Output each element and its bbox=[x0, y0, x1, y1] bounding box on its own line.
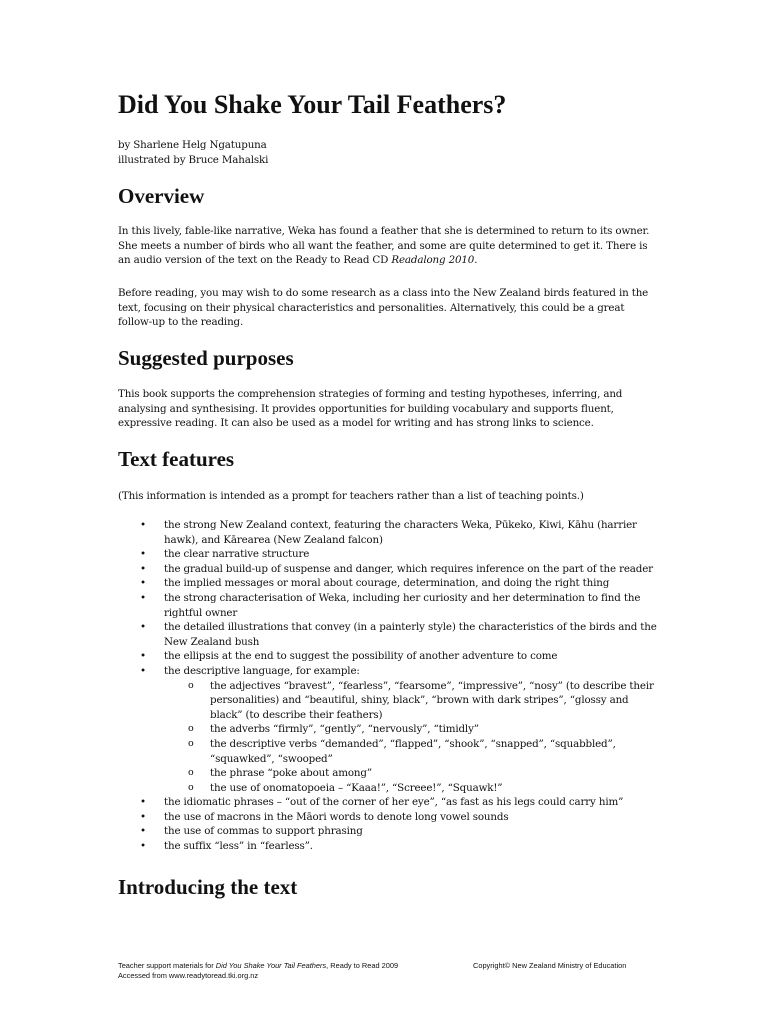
list-item: • the use of commas to support phrasing bbox=[140, 825, 363, 838]
list-item: • the idiomatic phrases – “out of the corner of her eye”, “as fast as his legs could carry him” bbox=[140, 796, 624, 809]
byline bbox=[118, 138, 268, 167]
sub-list-item: o the use of onomatopoeia – “Kaaa!”, “Screee!”, “Squawk!” bbox=[188, 781, 503, 794]
list-item: • the use of macrons in the Māori words to denote long vowel sounds bbox=[140, 810, 509, 823]
sub-bullet-icon: o bbox=[188, 723, 194, 735]
overview-heading: Overview bbox=[118, 184, 205, 208]
bullet-icon: • bbox=[140, 577, 146, 590]
sub-bullet-icon: o bbox=[188, 737, 194, 749]
bullet-icon: • bbox=[140, 591, 146, 604]
footer-copyright: Copyright© New Zealand Ministry of Education bbox=[473, 961, 627, 970]
list-item: • the suffix “less” in “fearless”. bbox=[140, 840, 313, 853]
sub-bullet-icon: o bbox=[188, 679, 194, 691]
sub-list-item: o the adjectives “bravest”, “fearless”, “fearsome”, “impressive”, “nosy” (to describe their personalities) and “beautiful, shiny, black”, “brown with dark stripes”, “glossy and black” (to describe their feathers) bbox=[188, 679, 654, 721]
bullet-icon: • bbox=[140, 825, 146, 838]
list-item: • the gradual build-up of suspense and danger, which requires inference on the part of the reader bbox=[140, 562, 653, 575]
overview-p1-text: In this lively, fable-like narrative, Weka has found a feather that she is determined to return to its owner. She meets a number of birds who all want the feather, and some are quite determined to get it. There is an audio version of the text on the Ready to Read CD bbox=[118, 225, 650, 267]
footer-line-2: Accessed from www.readytoread.tki.org.nz bbox=[118, 971, 259, 980]
bullet-icon: • bbox=[140, 548, 146, 561]
illustrator-line: illustrated by Bruce Mahalski bbox=[118, 153, 269, 166]
list-item: • the strong characterisation of Weka, including her curiosity and her determination to find the rightful owner bbox=[140, 591, 641, 619]
text-features-list bbox=[118, 518, 658, 854]
footer-line-1: Teacher support materials for Did You Shake Your Tail Feathers, Ready to Read 2009 bbox=[118, 961, 399, 970]
author-line: by Sharlene Helg Ngatupuna bbox=[118, 139, 267, 151]
descriptive-language-sublist bbox=[164, 679, 658, 796]
bullet-icon: • bbox=[140, 519, 146, 531]
list-item: • the ellipsis at the end to suggest the possibility of another adventure to come bbox=[140, 650, 558, 663]
text-features-heading: Text features bbox=[118, 447, 235, 471]
overview-paragraph-2: Before reading, you may wish to do some research as a class into the New Zealand birds featured in the text, focusing on their physical characteristics and personalities. Alternatively, this could be a great follow-up to the reading. bbox=[118, 287, 649, 329]
sub-bullet-icon: o bbox=[188, 767, 194, 779]
sub-bullet-icon: o bbox=[188, 781, 194, 793]
bullet-icon: • bbox=[140, 664, 146, 677]
list-item: • the descriptive language, for example: o the adjectives “bravest”, “fearless”, “fearsome”, “impressive”, “nosy” (to describe their personalities) and “beautiful, shiny, black”, “brown with dark stripes”, “glossy and black” (to describe their feathers) o the adverbs “firmly”, “gently”, “nervously”, “timidly” o the descriptive verbs “demanded”, “flapped”, “shook”, “snapped”, “squabbled”, “squawked”, “swooped” o the phrase “poke about among” o the use of onomatopoeia – “Kaaa!”, “Screee!”, “Squawk!” bbox=[118, 664, 658, 795]
text-features-intro: (This information is intended as a prompt for teachers rather than a list of teaching points.) bbox=[118, 490, 584, 502]
overview-p1-end: . bbox=[474, 254, 478, 267]
bullet-icon: • bbox=[140, 840, 146, 853]
bullet-icon: • bbox=[140, 796, 146, 809]
overview-p1-italic: Readalong 2010 bbox=[391, 254, 475, 267]
list-item: • the clear narrative structure bbox=[140, 548, 310, 561]
list-item: • the detailed illustrations that convey (in a painterly style) the characteristics of the birds and the New Zealand bush bbox=[140, 621, 657, 648]
footer-book-title: Did You Shake Your Tail Feathers bbox=[215, 961, 327, 970]
bullet-icon: • bbox=[140, 562, 146, 575]
introducing-heading: Introducing the text bbox=[118, 875, 298, 899]
bullet-icon: • bbox=[140, 621, 146, 634]
sub-list-item: o the adverbs “firmly”, “gently”, “nervously”, “timidly” bbox=[188, 723, 479, 736]
list-item: • the strong New Zealand context, featuring the characters Weka, Pūkeko, Kiwi, Kāhu (harrier hawk), and Kārearea (New Zealand falcon) bbox=[140, 519, 637, 546]
purposes-paragraph: This book supports the comprehension strategies of forming and testing hypotheses, inferring, and analysing and synthesising. It provides opportunities for building vocabulary and supports fluent, expressive reading. It can also be used as a model for writing and has strong links to science. bbox=[118, 388, 623, 430]
footer-source bbox=[118, 961, 398, 981]
sub-list-item: o the descriptive verbs “demanded”, “flapped”, “shook”, “snapped”, “squabbled”, “squawked”, “swooped” bbox=[188, 737, 616, 765]
sub-list-item: o the phrase “poke about among” bbox=[188, 767, 372, 780]
list-item: • the implied messages or moral about courage, determination, and doing the right thing bbox=[140, 577, 610, 590]
bullet-icon: • bbox=[140, 810, 146, 823]
purposes-heading: Suggested purposes bbox=[118, 346, 294, 370]
document-title: Did You Shake Your Tail Feathers? bbox=[118, 90, 507, 119]
overview-paragraph-1 bbox=[118, 224, 658, 268]
bullet-icon: • bbox=[140, 650, 146, 663]
